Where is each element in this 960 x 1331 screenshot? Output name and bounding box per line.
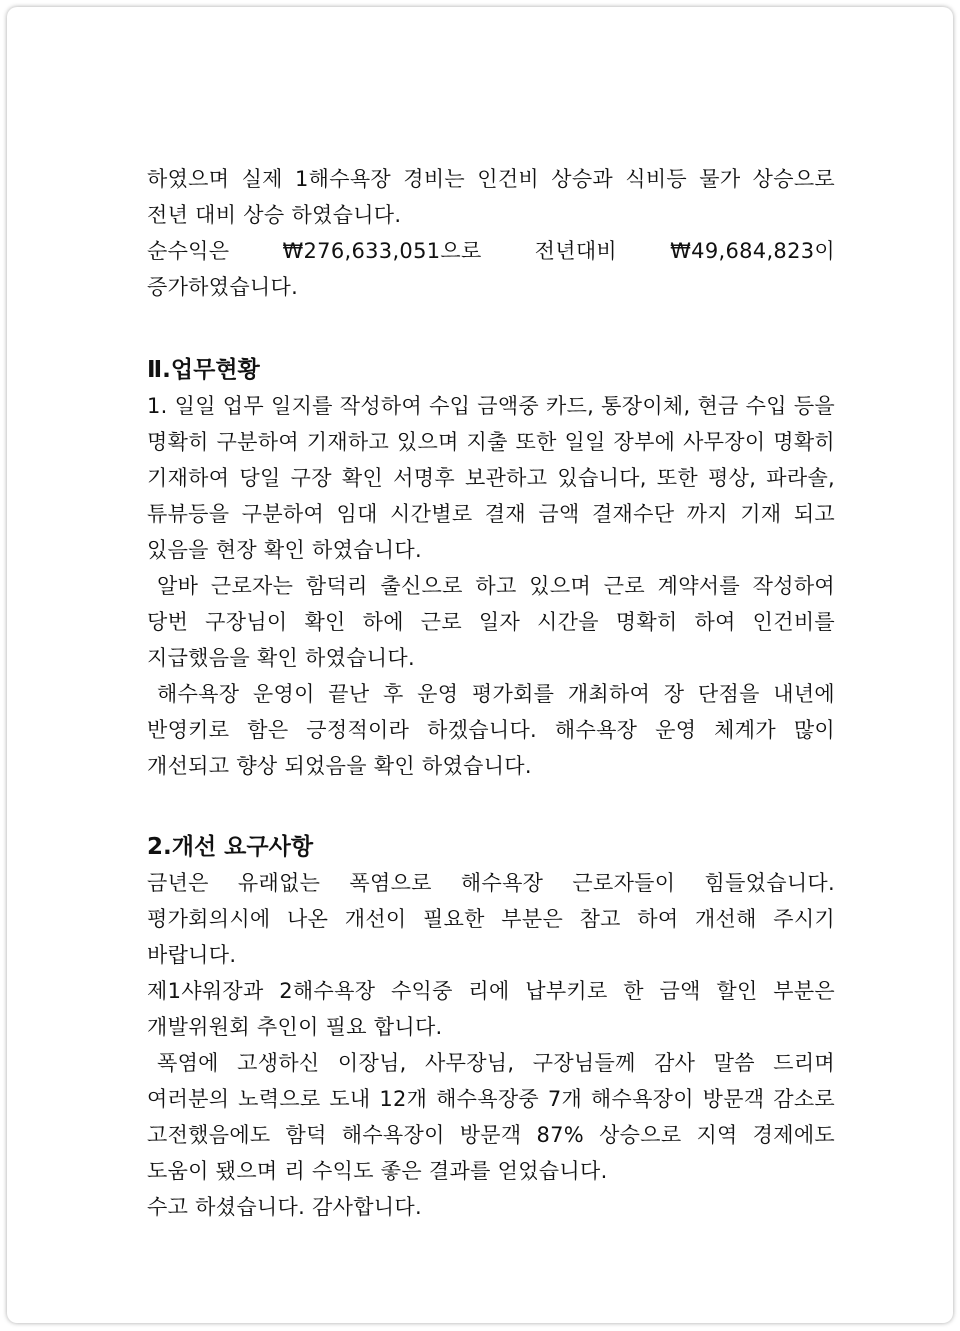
section-heading-business-status: Ⅱ.업무현황 bbox=[147, 357, 260, 383]
closing-remark: 수고 하셨습니다. 감사합니다. bbox=[147, 1195, 422, 1219]
business-status-paragraph-logbook: 1. 일일 업무 일지를 작성하여 수입 금액중 카드, 통장이체, 현금 수입 등을 명확히 구분하여 기재하고 있으며 지출 또한 일일 장부에 사무장이 명확히 기재하여 당일 구장 확인 서명후 보관하고 있습니다, 또한 평상, 파라솔, 튜뷰등을 구분하여 임대 시간별로 결재 금액 결재수단 까지 기재 되고 있음을 현장 확인 하였습니다. bbox=[147, 394, 835, 562]
improvement-paragraph-heatwave: 금년은 유래없는 폭염으로 해수욕장 근로자들이 힘들었습니다. 평가회의시에 나온 개선이 필요한 부분은 참고 하여 개선해 주시기 바랍니다. bbox=[147, 871, 835, 967]
intro-paragraph-expense: 하였으며 실제 1해수욕장 경비는 인건비 상승과 식비등 물가 상승으로 전년 대비 상승 하였습니다. bbox=[147, 167, 835, 227]
intro-paragraph-net-profit: 순수익은 ₩276,633,051으로 전년대비 ₩49,684,823이 증가하였습니다. bbox=[147, 239, 835, 299]
improvement-paragraph-thanks: 폭염에 고생하신 이장님, 사무장님, 구장님들께 감사 말씀 드리며 여러분의 노력으로 도내 12개 해수욕장중 7개 해수욕장이 방문객 감소로 고전했음에도 함덕 해수욕장이 방문객 87% 상승으로 지역 경제에도 도움이 됐으며 리 수익도 좋은 결과를 얻었습니다. bbox=[147, 1051, 835, 1183]
section-heading-improvement-requests: 2.개선 요구사항 bbox=[147, 834, 314, 860]
business-status-paragraph-evaluation: 해수욕장 운영이 끝난 후 운영 평가회를 개최하여 장 단점을 내년에 반영키로 함은 긍정적이라 하겠습니다. 해수욕장 운영 체계가 많이 개선되고 향상 되었음을 확인 하였습니다. bbox=[147, 682, 835, 778]
document-body bbox=[147, 161, 835, 1225]
document-page bbox=[7, 7, 953, 1323]
business-status-paragraph-part-time: 알바 근로자는 함덕리 출신으로 하고 있으며 근로 계약서를 작성하여 당번 구장님이 확인 하에 근로 일자 시간을 명확히 하여 인건비를 지급했음을 확인 하였습니다. bbox=[147, 574, 835, 670]
improvement-paragraph-discount: 제1샤워장과 2해수욕장 수익중 리에 납부키로 한 금액 할인 부분은 개발위원회 추인이 필요 합니다. bbox=[147, 979, 835, 1039]
